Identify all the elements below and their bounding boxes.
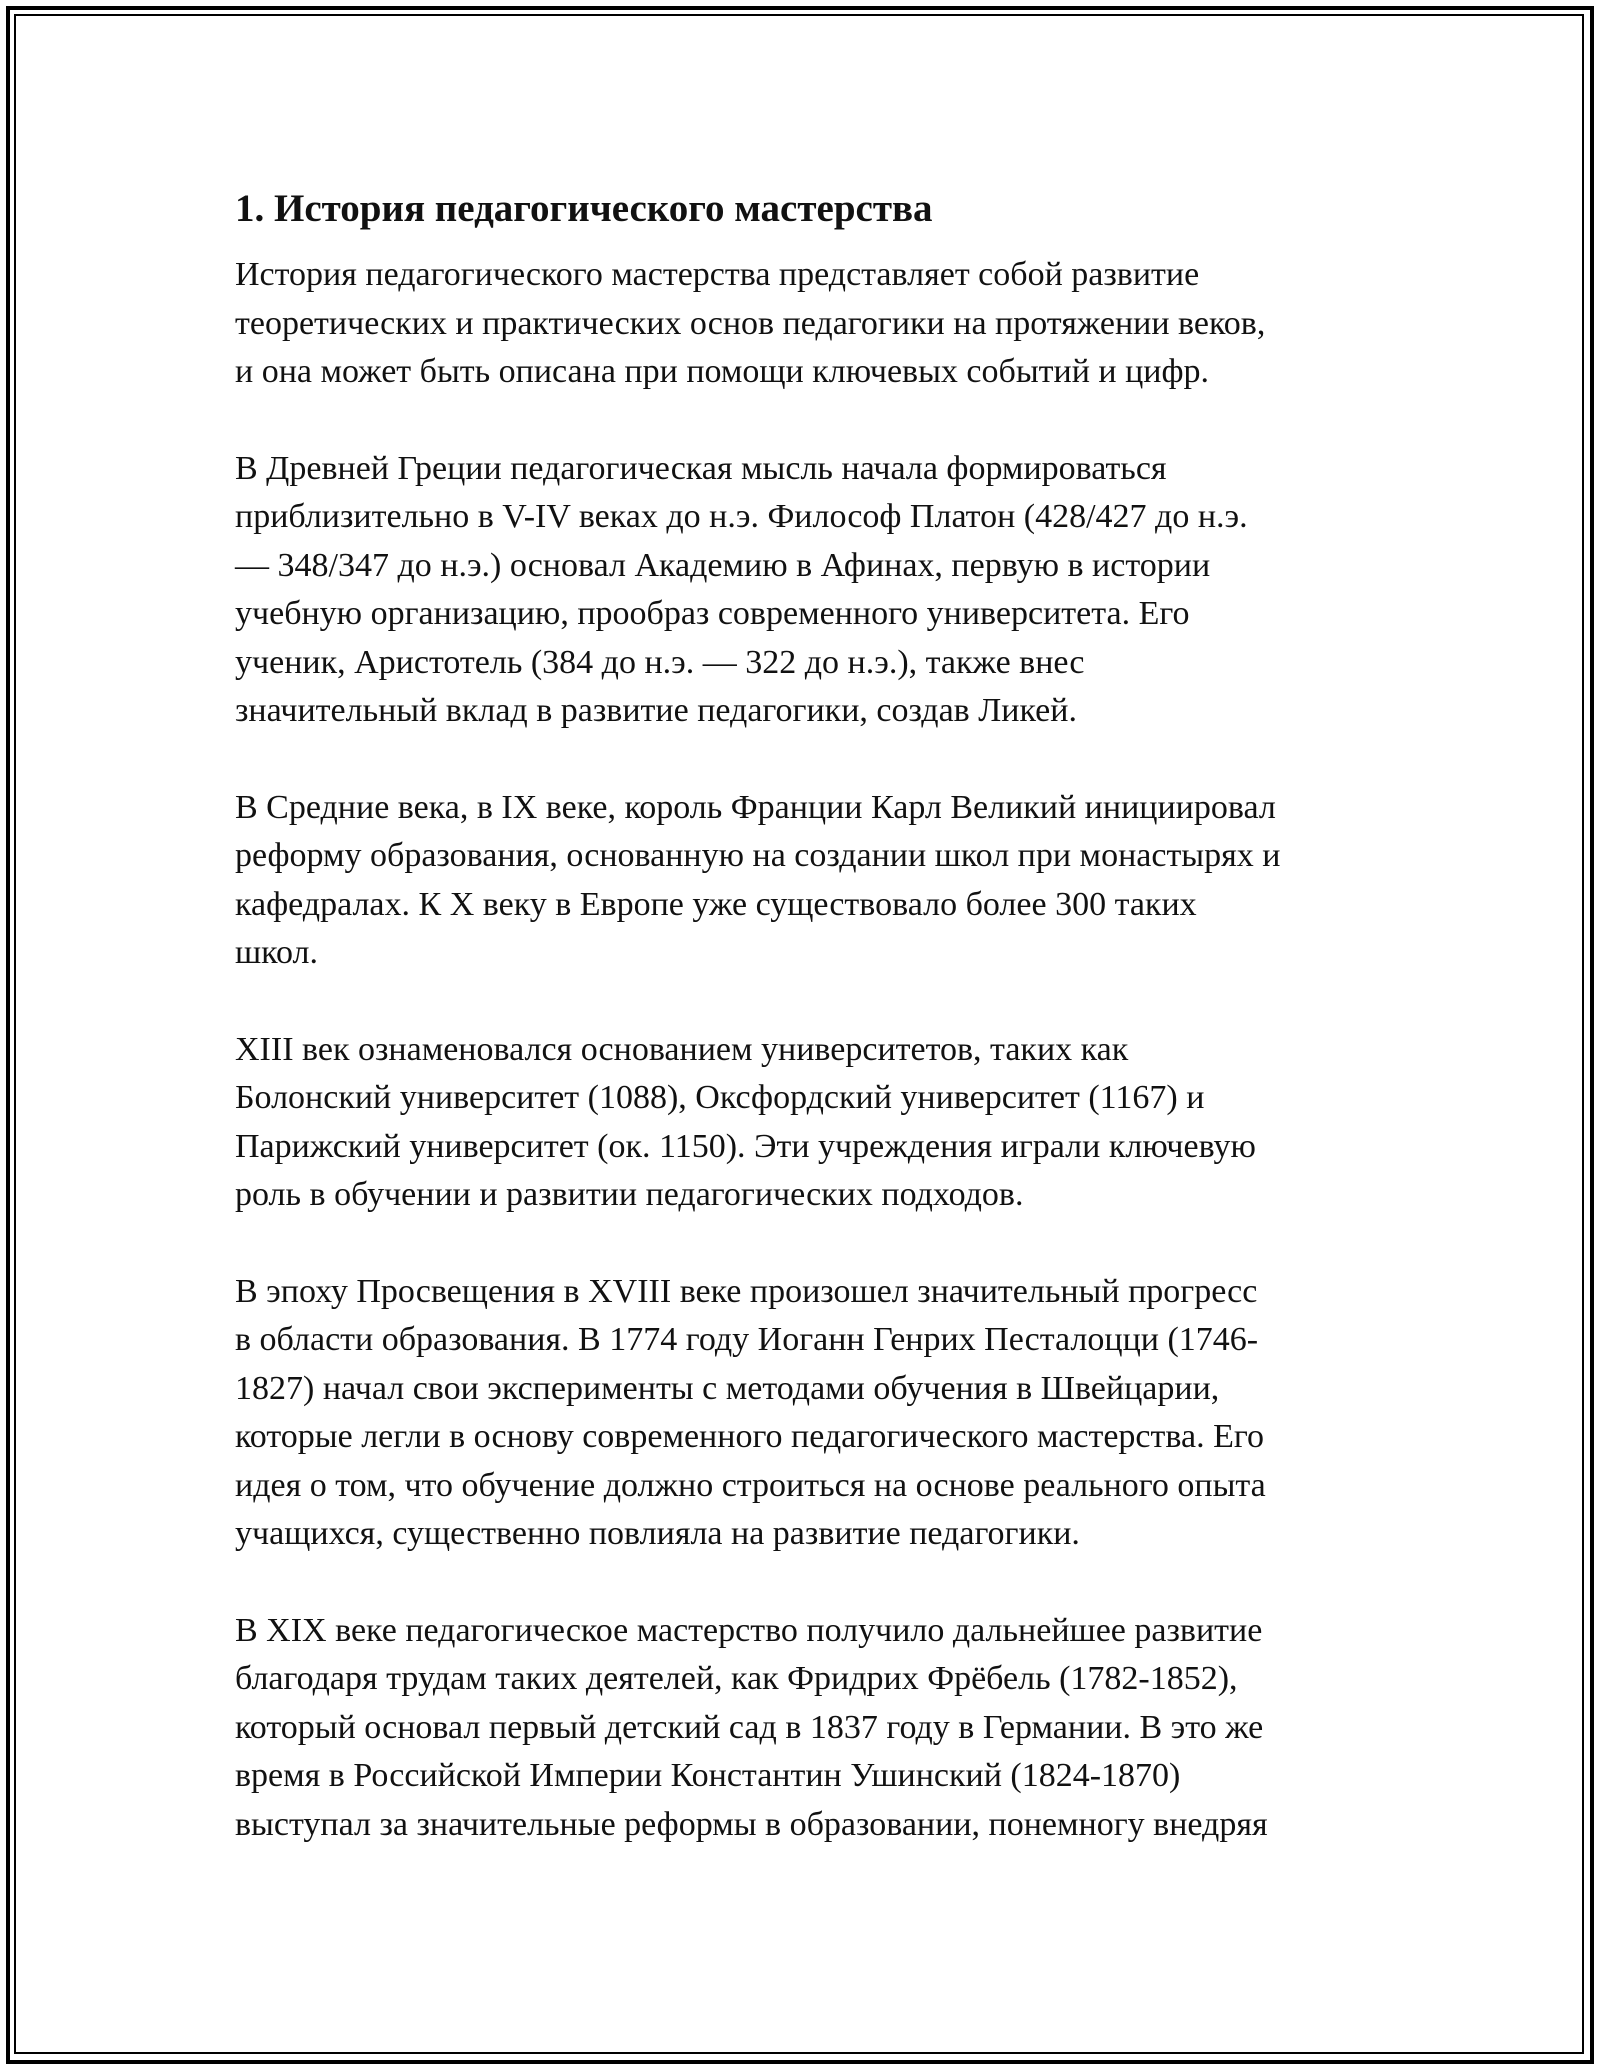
- text-line: учащихся, существенно повлияла на развитие педагогики.: [235, 1515, 1080, 1552]
- text-line: роль в обучении и развитии педагогических подходов.: [235, 1176, 1024, 1213]
- document-body: [235, 185, 1375, 1897]
- text-line: в области образования. В 1774 году Иоганн Генрих Песталоцци (1746-: [235, 1321, 1259, 1358]
- text-line: В Древней Греции педагогическая мысль начала формироваться: [235, 449, 1167, 487]
- page-title: 1. История педагогического мастерства: [235, 187, 933, 230]
- text-line: значительный вклад в развитие педагогики, создав Ликей.: [235, 692, 1077, 729]
- text-line: В эпоху Просвещения в XVIII веке произошел значительный прогресс: [235, 1272, 1258, 1310]
- text-line: благодаря трудам таких деятелей, как Фридрих Фрёбель (1782-1852),: [235, 1660, 1238, 1697]
- text-line: и она может быть описана при помощи ключевых событий и цифр.: [235, 353, 1210, 390]
- text-line: ученик, Аристотель (384 до н.э. — 322 до н.э.), также внес: [235, 643, 1085, 681]
- text-line: теоретических и практических основ педагогики на протяжении веков,: [235, 304, 1266, 342]
- text-line: время в Российской Империи Константин Ушинский (1824-1870): [235, 1757, 1181, 1794]
- paragraph-middle-ages: [235, 784, 1375, 978]
- text-line: выступал за значительные реформы в образовании, понемногу внедряя: [235, 1805, 1268, 1843]
- text-line: — 348/347 до н.э.) основал Академию в Афинах, первую в истории: [235, 546, 1211, 584]
- text-line: идея о том, что обучение должно строиться на основе реального опыта: [235, 1466, 1266, 1504]
- text-line: XIII век ознаменовался основанием университетов, таких как: [235, 1030, 1129, 1068]
- text-line: История педагогического мастерства представляет собой развитие: [235, 256, 1200, 293]
- text-line: Болонский университет (1088), Оксфордский университет (1167) и: [235, 1079, 1205, 1116]
- paragraph-ancient-greece: [235, 445, 1375, 736]
- text-line: кафедралах. К X веку в Европе уже существовало более 300 таких: [235, 885, 1197, 923]
- text-line: который основал первый детский сад в 1837 году в Германии. В это же: [235, 1708, 1264, 1746]
- paragraph-universities: [235, 1026, 1375, 1220]
- text-line: учебную организацию, прообраз современного университета. Его: [235, 595, 1190, 632]
- text-line: Парижский университет (ок. 1150). Эти учреждения играли ключевую: [235, 1127, 1256, 1165]
- text-line: которые легли в основу современного педагогического мастерства. Его: [235, 1418, 1264, 1455]
- text-line: В XIX веке педагогическое мастерство получило дальнейшее развитие: [235, 1611, 1263, 1649]
- text-line: приблизительно в V-IV веках до н.э. Философ Платон (428/427 до н.э.: [235, 498, 1248, 535]
- text-line: 1827) начал свои эксперименты с методами обучения в Швейцарии,: [235, 1369, 1220, 1407]
- paragraph-intro: [235, 251, 1375, 397]
- text-line: реформу образования, основанную на создании школ при монастырях и: [235, 837, 1281, 874]
- paragraph-nineteenth-century: [235, 1607, 1375, 1850]
- text-line: школ.: [235, 934, 318, 971]
- text-line: В Средние века, в IX веке, король Франции Карл Великий инициировал: [235, 788, 1276, 826]
- paragraph-enlightenment: [235, 1268, 1375, 1559]
